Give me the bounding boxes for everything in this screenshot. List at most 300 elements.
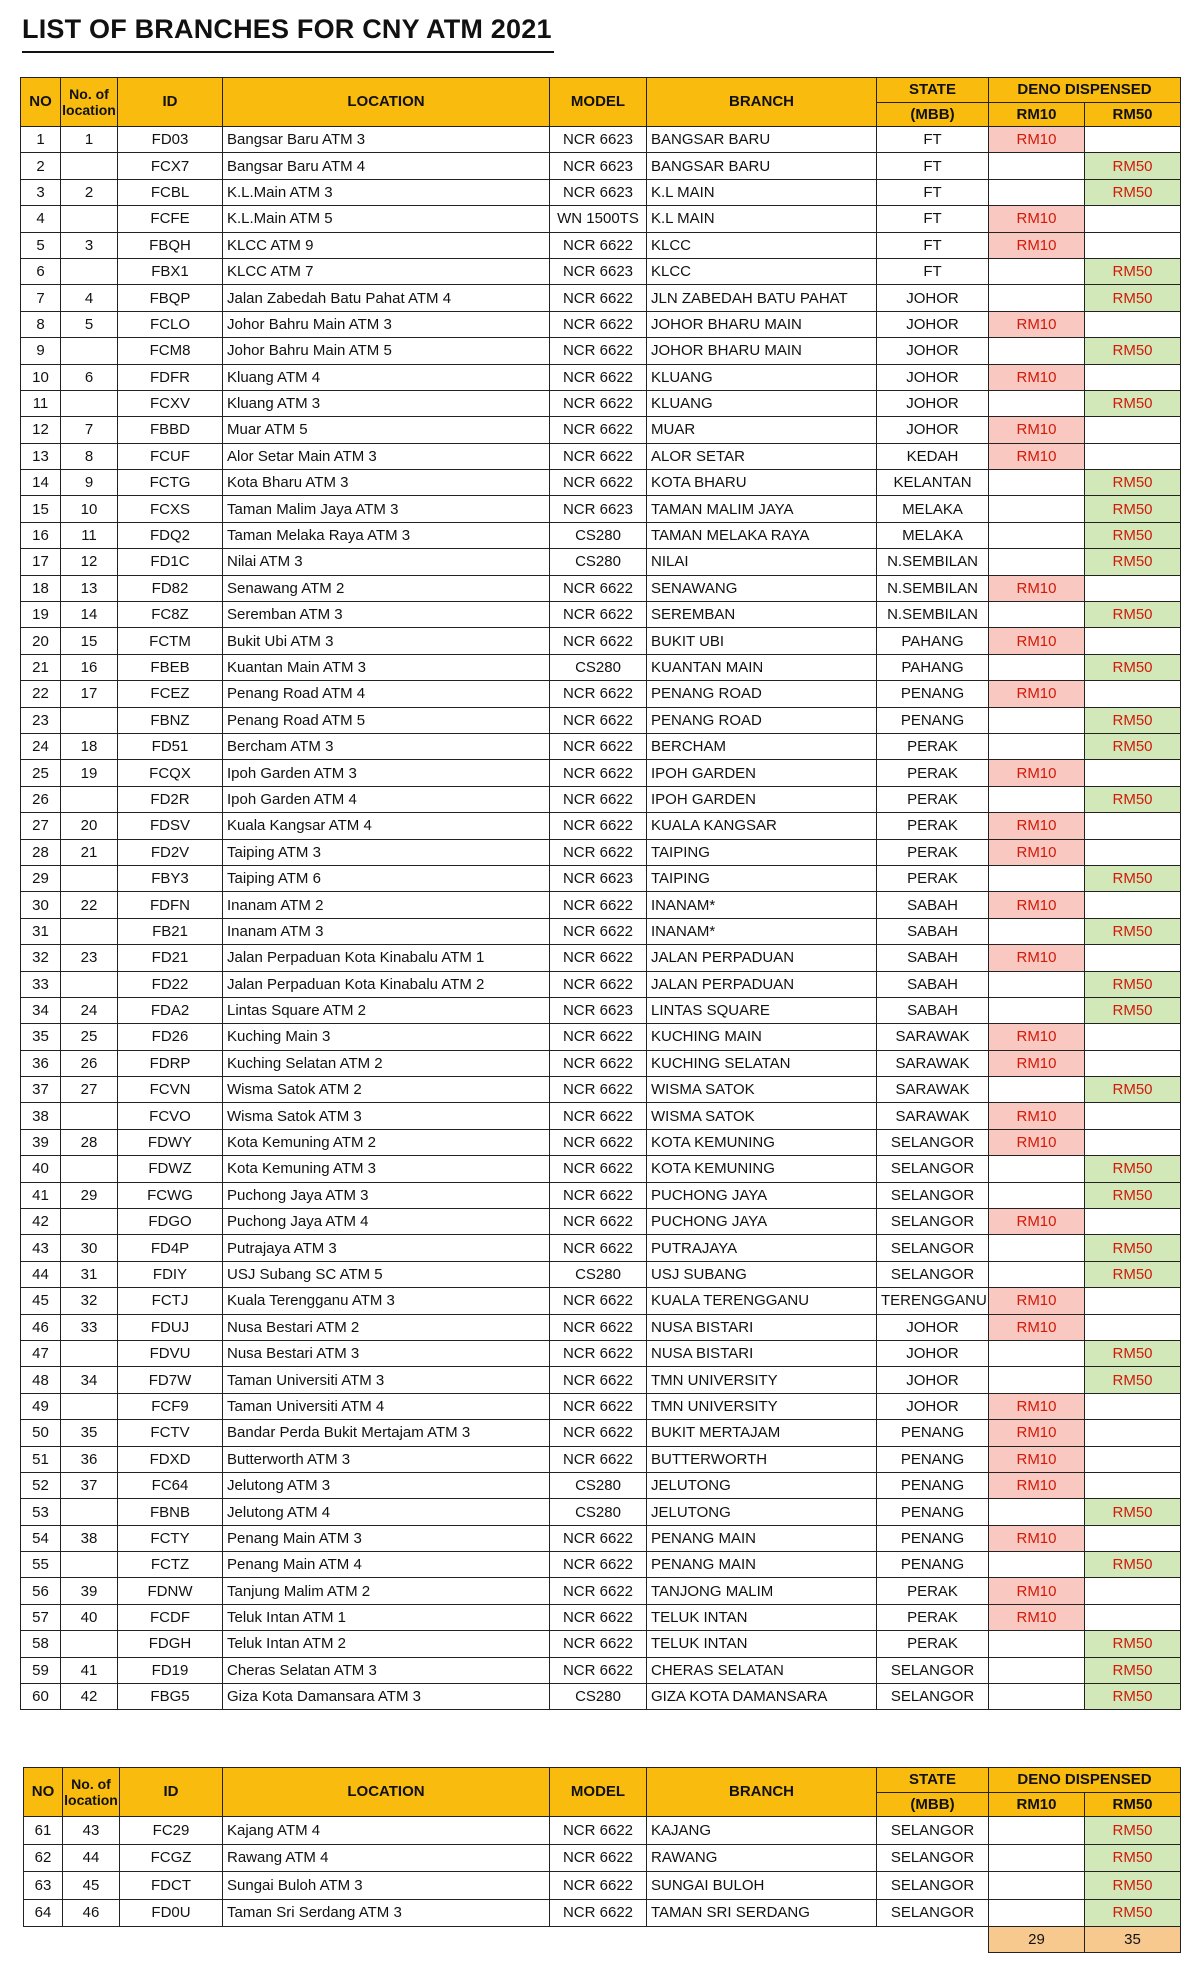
cell-state: PERAK [877,1631,989,1657]
cell-rm10 [989,1817,1085,1845]
cell-rm10 [989,865,1085,891]
cell-rm50: RM50 [1085,1899,1181,1927]
cell-no: 52 [21,1472,61,1498]
cell-rm10 [989,522,1085,548]
cell-no: 11 [21,390,61,416]
table-row [21,1684,1181,1710]
cell-location-count: 28 [61,1129,118,1155]
cell-location-count [61,971,118,997]
table-row [21,1314,1181,1340]
cell-state: PERAK [877,813,989,839]
cell-location: Taman Universiti ATM 3 [223,1367,550,1393]
cell-no: 49 [21,1393,61,1419]
cell-location: Sungai Buloh ATM 3 [223,1872,550,1900]
cell-state: JOHOR [877,285,989,311]
cell-location-count: 30 [61,1235,118,1261]
cell-rm50: RM50 [1085,733,1181,759]
cell-branch: KUCHING SELATAN [647,1050,877,1076]
cell-branch: K.L MAIN [647,206,877,232]
cell-id: FCTY [118,1525,223,1551]
cell-location-count: 14 [61,602,118,628]
cell-branch: JLN ZABEDAH BATU PAHAT [647,285,877,311]
table-row [21,1156,1181,1182]
header-location: LOCATION [223,1768,550,1817]
header-state-sub: (MBB) [877,1793,989,1817]
cell-location: Ipoh Garden ATM 4 [223,786,550,812]
cell-state: MELAKA [877,522,989,548]
table-row [21,1552,1181,1578]
cell-location-count: 24 [61,997,118,1023]
cell-model: NCR 6622 [550,1578,647,1604]
cell-rm10 [989,1235,1085,1261]
cell-model: NCR 6622 [550,1631,647,1657]
cell-id: FC8Z [118,602,223,628]
cell-no: 34 [21,997,61,1023]
cell-id: FCEZ [118,681,223,707]
cell-id: FD2R [118,786,223,812]
cell-branch: KUALA TERENGGANU [647,1288,877,1314]
cell-id: FBBD [118,417,223,443]
cell-id: FDGH [118,1631,223,1657]
cell-branch: BANGSAR BARU [647,153,877,179]
cell-id: FCTV [118,1420,223,1446]
cell-state: JOHOR [877,390,989,416]
cell-rm50 [1085,1209,1181,1235]
cell-branch: KLUANG [647,364,877,390]
cell-model: NCR 6622 [550,1420,647,1446]
cell-id: FD51 [118,733,223,759]
cell-state: PENANG [877,681,989,707]
cell-location: Kluang ATM 3 [223,390,550,416]
header-no: NO [24,1768,63,1817]
table-row [21,1367,1181,1393]
cell-no: 38 [21,1103,61,1129]
cell-no: 14 [21,470,61,496]
cell-model: CS280 [550,1499,647,1525]
cell-no: 62 [24,1844,63,1872]
cell-model: CS280 [550,1261,647,1287]
cell-location-count: 32 [61,1288,118,1314]
cell-branch: KOTA KEMUNING [647,1156,877,1182]
cell-state: FT [877,258,989,284]
cell-rm10 [989,153,1085,179]
cell-model: CS280 [550,654,647,680]
cell-location-count: 41 [61,1657,118,1683]
branches-table-continued-body [24,1817,1181,1927]
cell-no: 8 [21,311,61,337]
cell-no: 29 [21,865,61,891]
table-row [24,1844,1181,1872]
cell-rm10 [989,549,1085,575]
table-row [21,707,1181,733]
cell-branch: PENANG MAIN [647,1552,877,1578]
cell-rm10: RM10 [989,417,1085,443]
cell-id: FDVU [118,1340,223,1366]
table-row [21,522,1181,548]
cell-rm50 [1085,206,1181,232]
cell-id: FD03 [118,127,223,153]
cell-state: JOHOR [877,364,989,390]
cell-branch: TELUK INTAN [647,1631,877,1657]
cell-location: Ipoh Garden ATM 3 [223,760,550,786]
header-state: STATE [877,1768,989,1793]
total-rm10: 29 [989,1927,1085,1953]
cell-location: Kuala Kangsar ATM 4 [223,813,550,839]
cell-rm50: RM50 [1085,179,1181,205]
table-row [21,654,1181,680]
cell-rm10: RM10 [989,1103,1085,1129]
cell-location: Nusa Bestari ATM 2 [223,1314,550,1340]
cell-rm10: RM10 [989,839,1085,865]
cell-location-count [61,1631,118,1657]
cell-model: NCR 6622 [550,1525,647,1551]
cell-branch: KUALA KANGSAR [647,813,877,839]
cell-rm10 [989,733,1085,759]
header-state: STATE [877,78,989,103]
cell-location: Taman Malim Jaya ATM 3 [223,496,550,522]
cell-no: 28 [21,839,61,865]
cell-location: Muar ATM 5 [223,417,550,443]
cell-model: NCR 6622 [550,1156,647,1182]
totals-spacer [24,1927,989,1953]
cell-location: Johor Bahru Main ATM 3 [223,311,550,337]
cell-state: JOHOR [877,417,989,443]
cell-rm50: RM50 [1085,1844,1181,1872]
cell-location-count: 17 [61,681,118,707]
cell-model: NCR 6622 [550,417,647,443]
cell-state: JOHOR [877,1393,989,1419]
cell-state: SELANGOR [877,1844,989,1872]
cell-rm50: RM50 [1085,1817,1181,1845]
cell-state: JOHOR [877,1340,989,1366]
table-row [21,1077,1181,1103]
cell-location: Penang Road ATM 5 [223,707,550,733]
cell-id: FCF9 [118,1393,223,1419]
cell-id: FD1C [118,549,223,575]
table-row [21,1499,1181,1525]
cell-no: 63 [24,1872,63,1900]
cell-rm50: RM50 [1085,522,1181,548]
cell-model: NCR 6622 [550,364,647,390]
cell-model: NCR 6622 [550,1393,647,1419]
cell-branch: LINTAS SQUARE [647,997,877,1023]
cell-rm10 [989,1657,1085,1683]
cell-state: PAHANG [877,628,989,654]
cell-state: SABAH [877,945,989,971]
cell-branch: CHERAS SELATAN [647,1657,877,1683]
cell-model: NCR 6622 [550,681,647,707]
cell-model: NCR 6622 [550,1209,647,1235]
cell-rm50 [1085,1472,1181,1498]
table-row [21,153,1181,179]
cell-rm10: RM10 [989,1288,1085,1314]
cell-location: Taman Sri Serdang ATM 3 [223,1899,550,1927]
cell-location: Penang Main ATM 3 [223,1525,550,1551]
cell-model: NCR 6623 [550,127,647,153]
cell-location: Kota Kemuning ATM 3 [223,1156,550,1182]
cell-state: PENANG [877,1552,989,1578]
cell-no: 7 [21,285,61,311]
cell-rm50: RM50 [1085,1499,1181,1525]
cell-rm50 [1085,311,1181,337]
cell-location-count [61,1499,118,1525]
cell-no: 60 [21,1684,61,1710]
cell-branch: BANGSAR BARU [647,127,877,153]
cell-state: KEDAH [877,443,989,469]
cell-model: NCR 6622 [550,311,647,337]
cell-location: Penang Road ATM 4 [223,681,550,707]
cell-location-count: 33 [61,1314,118,1340]
cell-location-count: 13 [61,575,118,601]
cell-location-count [61,1552,118,1578]
cell-location-count [61,786,118,812]
cell-model: NCR 6622 [550,1657,647,1683]
cell-branch: ALOR SETAR [647,443,877,469]
cell-location-count: 29 [61,1182,118,1208]
cell-location-count: 22 [61,892,118,918]
cell-state: N.SEMBILAN [877,549,989,575]
cell-no: 4 [21,206,61,232]
cell-location-count [61,1103,118,1129]
cell-branch: PUCHONG JAYA [647,1209,877,1235]
cell-location: K.L.Main ATM 3 [223,179,550,205]
cell-id: FD21 [118,945,223,971]
cell-rm50 [1085,945,1181,971]
cell-location-count: 12 [61,549,118,575]
cell-id: FBNZ [118,707,223,733]
cell-no: 48 [21,1367,61,1393]
cell-rm10 [989,470,1085,496]
cell-model: NCR 6622 [550,1446,647,1472]
cell-rm50 [1085,628,1181,654]
header-no: NO [21,78,61,127]
cell-rm10 [989,971,1085,997]
cell-branch: JALAN PERPADUAN [647,945,877,971]
cell-id: FDWY [118,1129,223,1155]
cell-branch: NUSA BISTARI [647,1314,877,1340]
cell-no: 44 [21,1261,61,1287]
cell-location: Lintas Square ATM 2 [223,997,550,1023]
cell-location: Inanam ATM 2 [223,892,550,918]
cell-location: Seremban ATM 3 [223,602,550,628]
cell-location-count: 40 [61,1604,118,1630]
cell-branch: TANJONG MALIM [647,1578,877,1604]
cell-rm10: RM10 [989,945,1085,971]
cell-id: FC29 [120,1817,223,1845]
cell-model: NCR 6622 [550,1235,647,1261]
cell-location: Kota Kemuning ATM 2 [223,1129,550,1155]
cell-location: Kajang ATM 4 [223,1817,550,1845]
cell-rm50: RM50 [1085,1182,1181,1208]
cell-location-count: 8 [61,443,118,469]
cell-state: SELANGOR [877,1129,989,1155]
cell-location-count: 36 [61,1446,118,1472]
cell-no: 19 [21,602,61,628]
cell-location-count [61,153,118,179]
table-row [21,1393,1181,1419]
cell-rm50 [1085,1604,1181,1630]
cell-location-count: 20 [61,813,118,839]
cell-state: PERAK [877,760,989,786]
cell-rm10: RM10 [989,1024,1085,1050]
cell-location: Alor Setar Main ATM 3 [223,443,550,469]
cell-model: NCR 6622 [550,1103,647,1129]
cell-location-count: 38 [61,1525,118,1551]
cell-state: SARAWAK [877,1024,989,1050]
cell-rm50 [1085,417,1181,443]
cell-rm50: RM50 [1085,1077,1181,1103]
cell-model: NCR 6623 [550,258,647,284]
cell-model: NCR 6622 [550,839,647,865]
cell-rm50: RM50 [1085,1552,1181,1578]
cell-no: 54 [21,1525,61,1551]
cell-model: CS280 [550,522,647,548]
cell-branch: INANAM* [647,918,877,944]
cell-id: FDWZ [118,1156,223,1182]
cell-no: 40 [21,1156,61,1182]
cell-branch: IPOH GARDEN [647,786,877,812]
cell-id: FCTZ [118,1552,223,1578]
cell-id: FBQP [118,285,223,311]
cell-no: 42 [21,1209,61,1235]
cell-model: CS280 [550,1472,647,1498]
cell-location-count: 34 [61,1367,118,1393]
table-row [21,285,1181,311]
cell-branch: RAWANG [647,1844,877,1872]
cell-model: NCR 6622 [550,1872,647,1900]
header-rm10: RM10 [989,1793,1085,1817]
table-row [21,549,1181,575]
cell-rm10 [989,258,1085,284]
cell-rm10 [989,1872,1085,1900]
cell-model: NCR 6622 [550,1899,647,1927]
cell-location: Jelutong ATM 3 [223,1472,550,1498]
cell-id: FCX7 [118,153,223,179]
cell-id: FD26 [118,1024,223,1050]
cell-rm50: RM50 [1085,707,1181,733]
cell-no: 5 [21,232,61,258]
cell-rm10: RM10 [989,760,1085,786]
cell-location: K.L.Main ATM 5 [223,206,550,232]
cell-location: Jalan Zabedah Batu Pahat ATM 4 [223,285,550,311]
header-rm50: RM50 [1085,103,1181,127]
cell-model: NCR 6622 [550,285,647,311]
cell-no: 41 [21,1182,61,1208]
cell-location: Taman Melaka Raya ATM 3 [223,522,550,548]
cell-no: 1 [21,127,61,153]
cell-rm10: RM10 [989,364,1085,390]
cell-rm10: RM10 [989,443,1085,469]
cell-no: 46 [21,1314,61,1340]
cell-state: JOHOR [877,338,989,364]
cell-id: FDFN [118,892,223,918]
cell-rm10: RM10 [989,1420,1085,1446]
cell-branch: KLCC [647,258,877,284]
cell-branch: TAMAN MALIM JAYA [647,496,877,522]
cell-rm10 [989,496,1085,522]
cell-location-count: 11 [61,522,118,548]
cell-rm50: RM50 [1085,997,1181,1023]
table-row [21,1235,1181,1261]
cell-branch: INANAM* [647,892,877,918]
cell-model: NCR 6622 [550,1552,647,1578]
cell-rm10 [989,179,1085,205]
cell-state: SELANGOR [877,1657,989,1683]
cell-state: JOHOR [877,1314,989,1340]
cell-no: 53 [21,1499,61,1525]
cell-rm50 [1085,1129,1181,1155]
cell-model: NCR 6622 [550,390,647,416]
cell-state: PENANG [877,1420,989,1446]
table-row [21,258,1181,284]
cell-no: 59 [21,1657,61,1683]
cell-rm10: RM10 [989,813,1085,839]
cell-rm10 [989,707,1085,733]
cell-state: N.SEMBILAN [877,602,989,628]
cell-rm10 [989,1182,1085,1208]
cell-rm10: RM10 [989,127,1085,153]
table-row [24,1872,1181,1900]
cell-rm50: RM50 [1085,338,1181,364]
cell-rm50: RM50 [1085,258,1181,284]
cell-rm50 [1085,443,1181,469]
cell-no: 25 [21,760,61,786]
cell-rm10: RM10 [989,311,1085,337]
branches-table [20,77,1181,1710]
cell-no: 47 [21,1340,61,1366]
cell-branch: USJ SUBANG [647,1261,877,1287]
page-title: LIST OF BRANCHES FOR CNY ATM 2021 [22,14,554,53]
cell-no: 26 [21,786,61,812]
cell-state: PAHANG [877,654,989,680]
cell-location-count: 10 [61,496,118,522]
cell-model: NCR 6622 [550,1817,647,1845]
cell-branch: JALAN PERPADUAN [647,971,877,997]
cell-state: PERAK [877,1604,989,1630]
cell-rm50: RM50 [1085,390,1181,416]
cell-id: FD22 [118,971,223,997]
cell-location-count: 25 [61,1024,118,1050]
cell-branch: JELUTONG [647,1472,877,1498]
cell-no: 20 [21,628,61,654]
cell-location: Bangsar Baru ATM 3 [223,127,550,153]
cell-no: 45 [21,1288,61,1314]
table-row [21,1103,1181,1129]
cell-rm50 [1085,1050,1181,1076]
cell-location: Bandar Perda Bukit Mertajam ATM 3 [223,1420,550,1446]
cell-location-count [61,206,118,232]
cell-id: FCTG [118,470,223,496]
cell-state: SARAWAK [877,1103,989,1129]
cell-rm50: RM50 [1085,285,1181,311]
cell-id: FCQX [118,760,223,786]
header-deno-dispensed: DENO DISPENSED [989,1768,1181,1793]
cell-branch: BUKIT UBI [647,628,877,654]
cell-location-count: 31 [61,1261,118,1287]
cell-rm10 [989,786,1085,812]
table-row [21,1420,1181,1446]
cell-rm10: RM10 [989,1446,1085,1472]
cell-rm10 [989,654,1085,680]
cell-branch: PENANG MAIN [647,1525,877,1551]
cell-rm10: RM10 [989,1129,1085,1155]
cell-location: Kuching Main 3 [223,1024,550,1050]
cell-branch: JOHOR BHARU MAIN [647,338,877,364]
table-row [21,1261,1181,1287]
cell-id: FDRP [118,1050,223,1076]
cell-state: PENANG [877,1499,989,1525]
cell-rm50 [1085,1578,1181,1604]
